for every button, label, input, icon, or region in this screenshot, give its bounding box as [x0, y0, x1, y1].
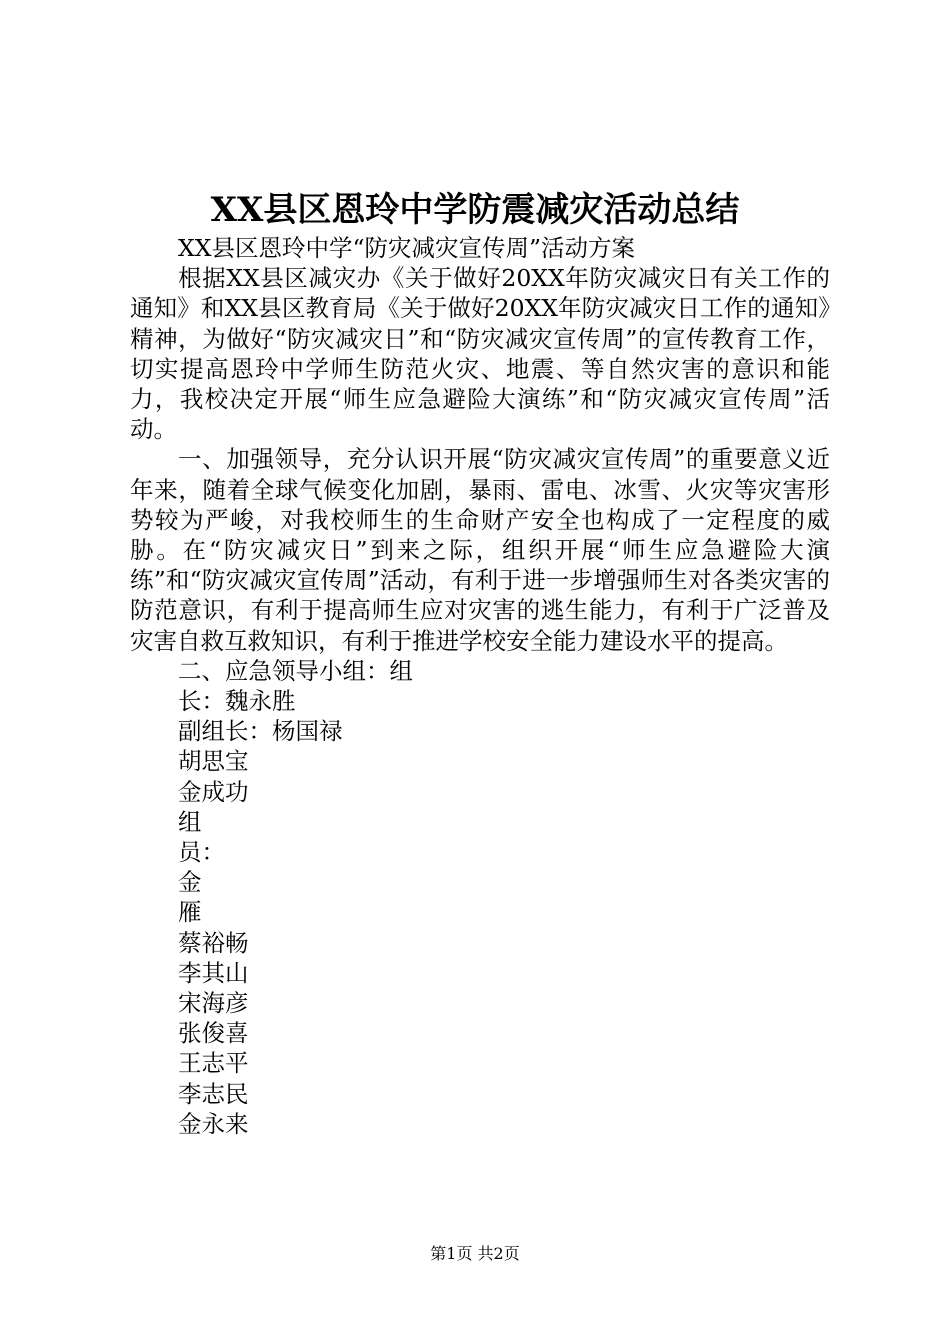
document-title: XX县区恩玲中学防震减灾活动总结	[210, 190, 740, 230]
paragraph-intro: 根据XX县区减灾办《关于做好20XX年防灾减灾日有关工作的通知》和XX县区教育局《关于做好20XX年防灾减灾日工作的通知》精神，为做好“防灾减灾日”和“防灾减灾宣传周”的宣传教育工作，切实提高恩玲中学师生防范火灾、地震、等自然灾害的意识和能力，我校决定开展“师生应急避险大演练”和“防灾减灾宣传周”活动。	[130, 264, 830, 444]
list-line: 胡思宝	[178, 747, 249, 776]
list-line: 金永来	[178, 1109, 249, 1138]
list-line: 李其山	[178, 958, 249, 987]
list-line: 王志平	[178, 1049, 249, 1078]
document-body	[130, 233, 830, 1139]
document-subtitle: XX县区恩玲中学“防灾减灾宣传周”活动方案	[178, 234, 635, 262]
list-line: 雁	[178, 898, 202, 927]
list-line: 金	[178, 868, 202, 897]
list-line: 金成功	[178, 777, 249, 806]
list-line: 张俊喜	[178, 1019, 249, 1048]
list-line: 长：魏永胜	[178, 687, 296, 716]
list-line: 蔡裕畅	[178, 928, 249, 957]
list-line: 李志民	[178, 1079, 249, 1108]
list-line: 宋海彦	[178, 989, 249, 1018]
list-line: 员：	[178, 838, 225, 867]
paragraph-section-one: 一、加强领导，充分认识开展“防灾减灾宣传周”的重要意义近年来，随着全球气候变化加剧，暴雨、雷电、冰雪、火灾等灾害形势较为严峻，对我校师生的生命财产安全也构成了一定程度的威胁。在“防灾减灾日”到来之际，组织开展“师生应急避险大演练”和“防灾减灾宣传周”活动，有利于进一步增强师生对各类灾害的防范意识，有利于提高师生应对灾害的逃生能力，有利于广泛普及灾害自救互救知识，有利于推进学校安全能力建设水平的提高。	[130, 445, 830, 655]
page-number-footer: 第1页 共2页	[430, 1244, 520, 1263]
list-line: 二、应急领导小组：组	[178, 656, 413, 685]
list-line: 副组长：杨国禄	[178, 717, 343, 746]
list-line: 组	[178, 807, 202, 836]
